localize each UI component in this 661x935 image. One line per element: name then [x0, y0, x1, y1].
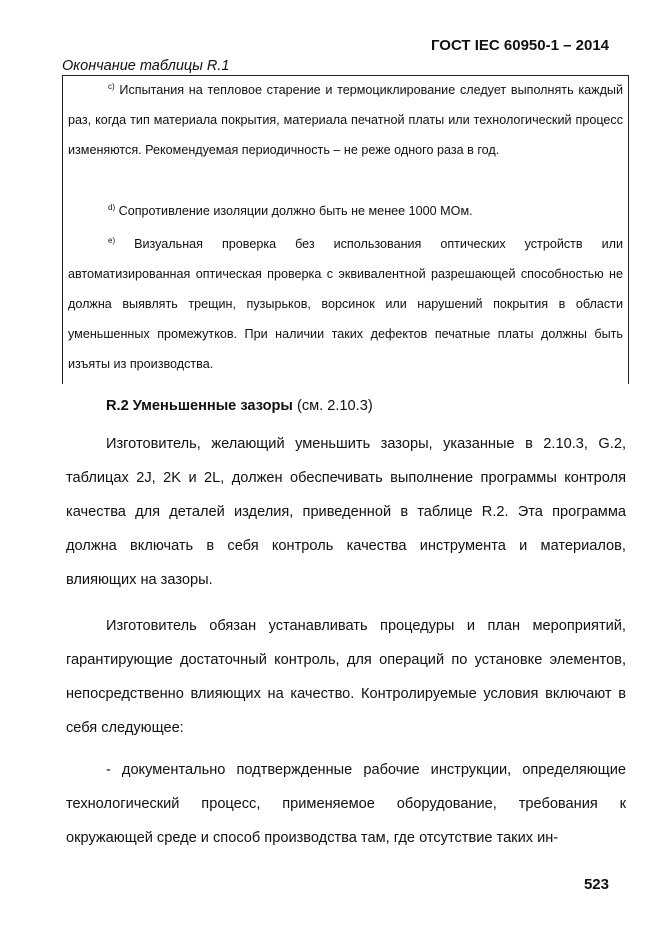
section-title: R.2 Уменьшенные зазоры [106, 398, 293, 414]
footnote-c [68, 72, 623, 165]
footnote-e-text: Визуальная проверка без использования оптических устройств или автоматизированная оптическая проверка с эквивалентной разрешающей способностью не должна выявлять трещин, пузырьков, ворсинок или нарушений покрытия в области уменьшенных промежутков. При наличии таких дефектов печатные платы должны быть изъяты из производства. [68, 237, 623, 371]
page-number: 523 [583, 876, 609, 893]
section-heading [106, 398, 373, 414]
footnote-e-mark: e) [108, 236, 116, 245]
footnote-c-mark: c) [108, 82, 115, 91]
footnote-e [68, 226, 623, 379]
standard-designation: ГОСТ IEC 60950-1 – 2014 [430, 37, 609, 54]
footnote-d-mark: d) [108, 203, 116, 212]
table-r1-footnotes [62, 75, 629, 384]
paragraph-text: Изготовитель, желающий уменьшить зазоры, указанные в 2.10.3, G.2, таблицах 2J, 2K и 2L, должен обеспечивать выполнение программы контроля качества для деталей изделия, приведенной в таблице R.2. Эта программа должна включать в себя контроль качества инструмента и материалов, влияющих на зазоры. [66, 436, 626, 588]
body-paragraph-2 [66, 609, 626, 745]
footnote-d-text: Сопротивление изоляции должно быть не менее 1000 МОм. [118, 204, 473, 218]
table-continuation-caption: Окончание таблицы R.1 [62, 58, 230, 74]
section-reference: (см. 2.10.3) [292, 398, 373, 414]
paragraph-text: Изготовитель обязан устанавливать процедуры и план мероприятий, гарантирующие достаточный контроль, для операций по установке элементов, непосредственно влияющих на качество. Контролируемые условия включают в себя следующее: [66, 618, 626, 736]
footnote-d [68, 193, 623, 226]
footnote-c-text: Испытания на тепловое старение и термоциклирование следует выполнять каждый раз, когда тип материала покрытия, материала печатной платы или технологический процесс изменяются. Рекомендуемая периодичность – не реже одного раза в год. [68, 83, 624, 157]
paragraph-text: - документально подтвержденные рабочие инструкции, определяющие технологический процесс, применяемое оборудование, требования к окружающей среде и способ производства там, где отсутствие таких ин- [66, 762, 626, 846]
body-paragraph-3 [66, 753, 626, 855]
body-paragraph-1 [66, 427, 626, 597]
